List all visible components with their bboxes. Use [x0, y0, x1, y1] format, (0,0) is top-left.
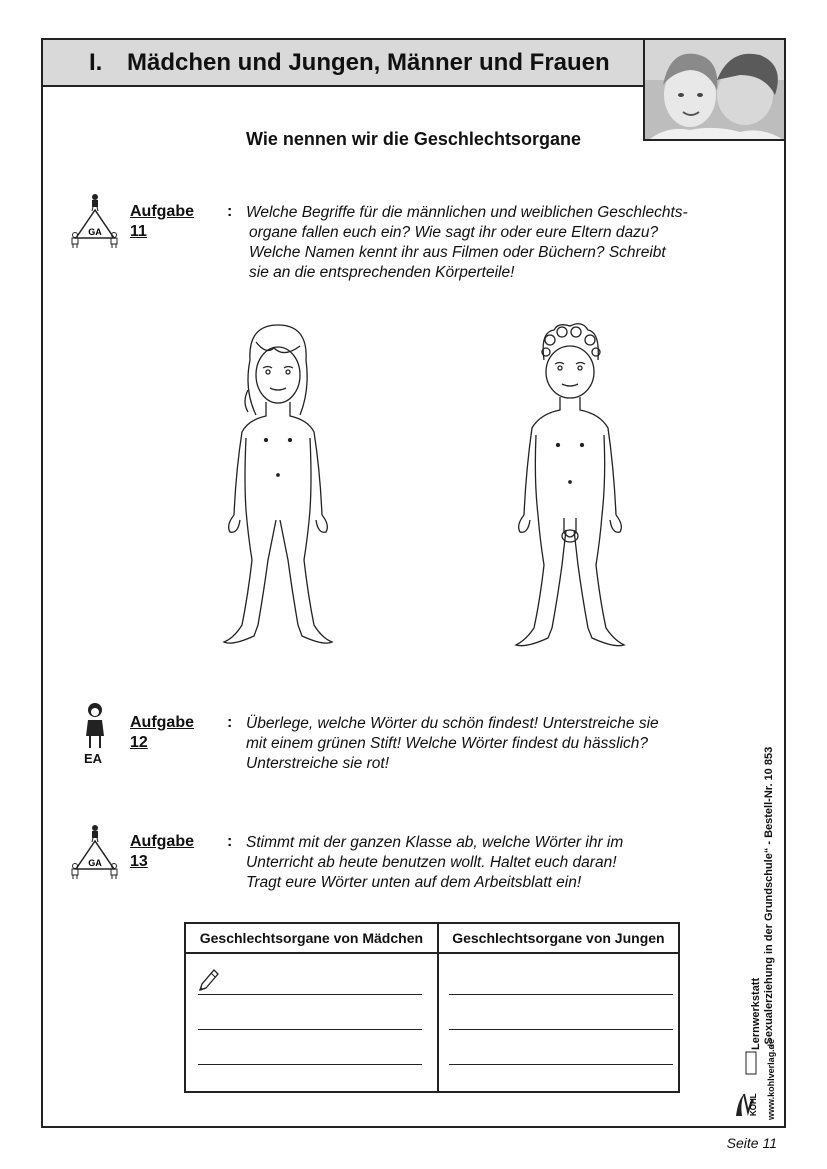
girls-writing-cell [185, 953, 438, 1092]
writing-line[interactable] [198, 994, 422, 995]
task-11-label: Aufgabe 11 [130, 203, 194, 240]
task-12-text: Überlege, welche Wörter du schön findest! Unterstreiche sie mit einem grünen Stift! Welche Wörter findest du hässlich? Unterstreiche sie rot! [246, 715, 659, 772]
svg-text:GA: GA [88, 858, 102, 868]
boy-outline-drawing [500, 320, 640, 670]
svg-text:GA: GA [88, 227, 102, 237]
individual-work-label: EA [84, 751, 103, 766]
writing-line[interactable] [449, 1029, 673, 1030]
task-13-text: Stimmt mit der ganzen Klasse ab, welche Wörter ihr im Unterricht ab heute benutzen wollt. Haltet euch daran! Tragt eure Wörter unten auf dem Arbeitsblatt ein! [246, 834, 624, 891]
group-work-icon-2 [70, 823, 120, 886]
chapter-title: Mädchen und Jungen, Männer und Frauen [127, 48, 610, 76]
column-header-girls: Geschlechtsorgane von Mädchen [185, 923, 438, 953]
page-subtitle: Wie nennen wir die Geschlechtsorgane [246, 129, 581, 149]
series-title: Lernwerkstatt [750, 977, 762, 1050]
chapter-number: I. [89, 48, 103, 76]
publisher-website: www.kohlverlag.de [766, 1038, 776, 1120]
writing-line[interactable] [449, 1064, 673, 1065]
page-number: Seite 11 [726, 1135, 777, 1151]
writing-line[interactable] [198, 1064, 422, 1065]
task-12-label: Aufgabe 12 [130, 714, 194, 751]
writing-line[interactable] [449, 994, 673, 995]
task-11-text: Welche Begriffe für die männlichen und weiblichen Geschlechts- organe fallen euch ein? Wie sagt ihr oder eure Eltern dazu? Welche Namen kennt ihr aus Filmen oder Büchern? Schreibt sie an die entsprechenden Körperteile! [246, 204, 688, 281]
writing-line[interactable] [198, 1029, 422, 1030]
chapter-header [41, 38, 645, 87]
children-photo [643, 38, 786, 141]
series-subtitle: „Sexualerziehung in der Grundschule“ - Bestell-Nr. 10 853 [763, 746, 775, 1050]
boys-writing-cell [438, 953, 679, 1092]
publisher-logo [730, 1050, 778, 1118]
group-work-icon [70, 192, 120, 255]
task-13-label: Aufgabe 13 [130, 833, 194, 870]
column-header-boys: Geschlechtsorgane von Jungen [438, 923, 679, 953]
individual-work-icon [82, 702, 108, 755]
terms-table [184, 922, 680, 1093]
svg-text:KOHL: KOHL [749, 1093, 758, 1116]
girl-outline-drawing [208, 320, 348, 670]
